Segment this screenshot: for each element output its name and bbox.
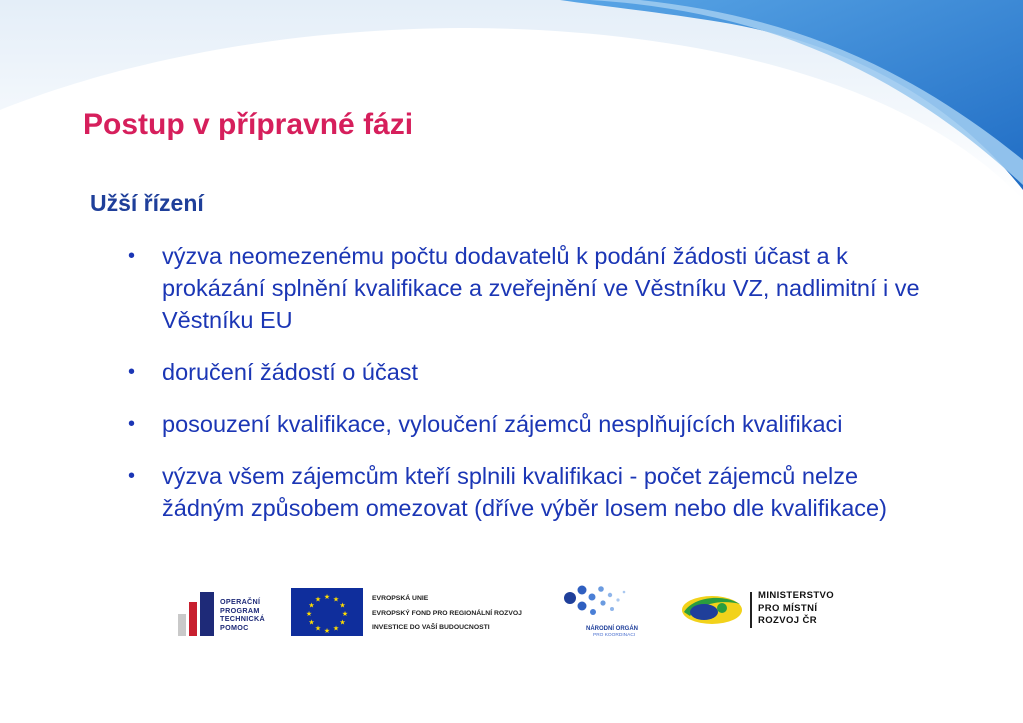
mmr-emblem-icon (680, 590, 744, 630)
footer-logo-strip (0, 580, 1023, 650)
svg-text:★: ★ (323, 627, 331, 635)
svg-text:★: ★ (308, 618, 315, 627)
svg-text:★: ★ (314, 595, 322, 604)
svg-text:★: ★ (314, 624, 322, 633)
mmr-text-line: MINISTERSTVO (758, 590, 835, 601)
optp-text-line: PROGRAM (220, 605, 260, 615)
nok-logo (560, 582, 650, 640)
list-item (126, 240, 926, 336)
svg-text:★: ★ (341, 610, 349, 618)
svg-text:★: ★ (332, 595, 340, 604)
list-item-text: výzva neomezenému počtu dodavatelů k podání žádosti účast a k prokázání splnění kvalifikace a zveřejnění ve Věstníku VZ, nadlimitní i ve Věstníku EU (162, 243, 920, 333)
page-title: Postup v přípravné fázi (83, 108, 414, 141)
bullet-icon: • (128, 361, 136, 383)
section-heading: Užší řízení (90, 190, 204, 216)
eu-text-line: EVROPSKÝ FOND PRO REGIONÁLNÍ ROZVOJ (372, 609, 522, 617)
bullet-icon: • (128, 413, 136, 435)
eu-text-line: INVESTICE DO VAŠÍ BUDOUCNOSTI (372, 624, 490, 631)
list-item (126, 356, 926, 388)
svg-text:★: ★ (308, 601, 315, 610)
bullet-icon: • (128, 245, 136, 267)
optp-text-line: POMOC (220, 622, 249, 632)
mmr-text-line: PRO MÍSTNÍ (758, 602, 818, 614)
eu-text-line: EVROPSKÁ UNIE (372, 595, 429, 602)
bullet-icon: • (128, 465, 136, 487)
svg-text:★: ★ (339, 618, 346, 627)
list-item (126, 460, 926, 524)
optp-bars-icon (176, 588, 218, 636)
list-item-text: výzva všem zájemcům kteří splnili kvalifikaci - počet zájemců nelze žádným způsobem omezovat (dříve výběr losem nebo dle kvalifikace) (162, 463, 887, 521)
optp-logo (176, 588, 286, 638)
svg-text:★: ★ (323, 593, 331, 601)
mmr-divider (750, 592, 752, 628)
nok-name: NÁRODNÍ ORGÁN (586, 626, 638, 632)
nok-subtitle: PRO KOORDINACI (593, 633, 636, 638)
list-item-text: posouzení kvalifikace, vyloučení zájemců nesplňujících kvalifikaci (162, 411, 843, 437)
bullet-list (126, 240, 926, 544)
svg-text:★: ★ (332, 624, 340, 633)
eu-logo (291, 588, 551, 638)
optp-text-line: TECHNICKÁ (220, 614, 266, 623)
mmr-text-line: ROZVOJ ČR (758, 615, 818, 626)
mmr-logo (680, 590, 860, 634)
svg-text:★: ★ (339, 601, 346, 610)
optp-text-line: OPERAČNÍ (220, 597, 261, 606)
list-item (126, 408, 926, 440)
svg-text:★: ★ (305, 610, 313, 618)
eu-flag-icon (291, 588, 363, 636)
nok-dots-icon (560, 582, 630, 622)
list-item-text: doručení žádostí o účast (162, 359, 419, 385)
